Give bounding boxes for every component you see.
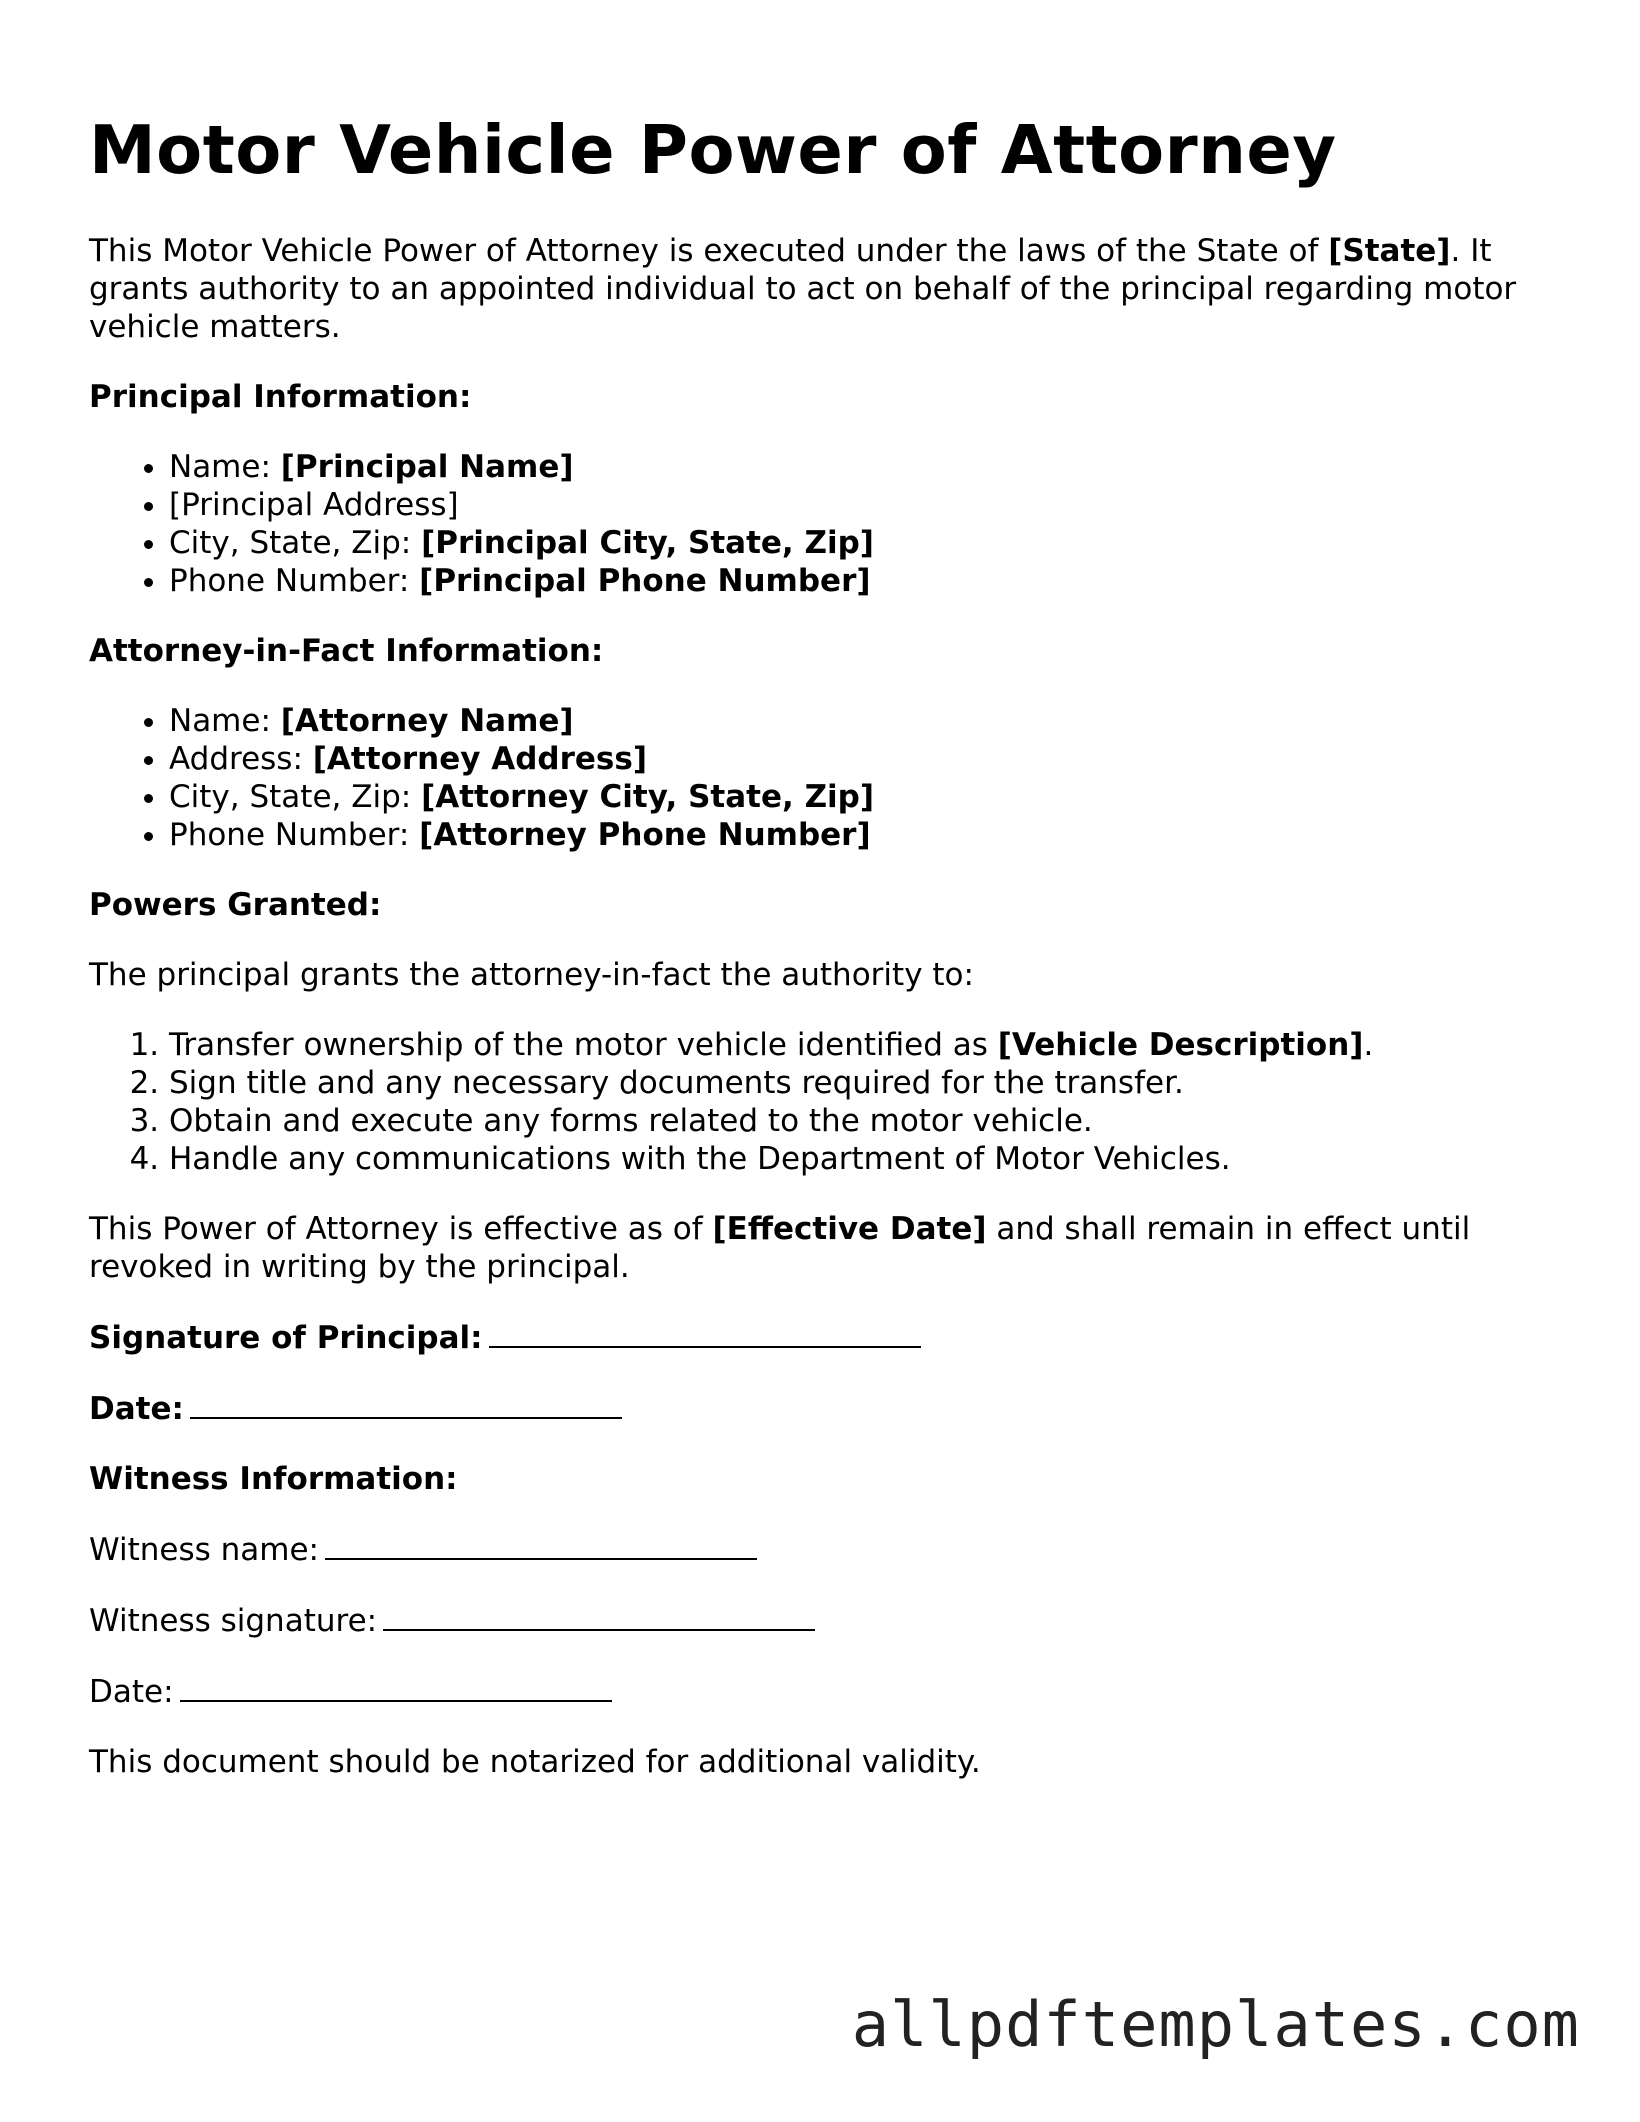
footer-watermark: allpdftemplates.com — [851, 1988, 1580, 2061]
power-item — [169, 1026, 1559, 1064]
notarize-note: This document should be notarized for additional validity. — [89, 1744, 981, 1780]
intro-text-before: This Motor Vehicle Power of Attorney is executed under the laws of the State of — [89, 233, 1329, 269]
effective-text-before: This Power of Attorney is effective as of — [89, 1211, 713, 1247]
attorney-phone-item — [169, 816, 1559, 854]
item-label: Phone Number: — [169, 563, 420, 599]
attorney-list — [89, 702, 1559, 854]
attorney-name-item — [169, 702, 1559, 740]
vehicle-description-placeholder: [Vehicle Description] — [997, 1027, 1364, 1063]
witness-date-field[interactable] — [180, 1672, 612, 1702]
intro-paragraph — [89, 232, 1559, 346]
principal-name-item — [169, 448, 1559, 486]
principal-phone-value: [Principal Phone Number] — [419, 563, 871, 599]
power-item — [169, 1064, 1559, 1102]
attorney-city-value: [Attorney City, State, Zip] — [421, 779, 875, 815]
item-label: [Principal Address] — [169, 487, 459, 523]
power-item — [169, 1102, 1559, 1140]
intro-text-after: . It grants authority to an appointed individual to act on behalf of the principal regarding motor vehicle matters. — [89, 233, 1517, 345]
principal-date-label: Date: — [89, 1391, 184, 1427]
principal-list — [89, 448, 1559, 600]
principal-signature-line — [89, 1318, 1559, 1357]
witness-name-label: Witness name: — [89, 1532, 319, 1568]
attorney-name-value: [Attorney Name] — [280, 703, 574, 739]
principal-phone-item — [169, 562, 1559, 600]
witness-name-field[interactable] — [325, 1530, 757, 1560]
attorney-phone-value: [Attorney Phone Number] — [419, 817, 871, 853]
principal-signature-field[interactable] — [489, 1318, 921, 1348]
document-title: Motor Vehicle Power of Attorney — [89, 111, 1337, 189]
powers-list — [89, 1026, 1559, 1178]
state-placeholder: [State] — [1328, 233, 1451, 269]
witness-signature-field[interactable] — [383, 1601, 815, 1631]
principal-heading: Principal Information: — [89, 379, 472, 415]
power-item — [169, 1140, 1559, 1178]
witness-date-label: Date: — [89, 1674, 174, 1710]
power-text: Transfer ownership of the motor vehicle identified as — [169, 1027, 998, 1063]
attorney-city-item — [169, 778, 1559, 816]
item-label: Name: — [169, 449, 281, 485]
item-label: Phone Number: — [169, 817, 420, 853]
principal-address-item — [169, 486, 1559, 524]
principal-city-value: [Principal City, State, Zip] — [421, 525, 874, 561]
principal-date-field[interactable] — [190, 1389, 622, 1419]
witness-signature-label: Witness signature: — [89, 1603, 378, 1639]
witness-signature-line — [89, 1601, 1559, 1640]
effective-paragraph — [89, 1210, 1559, 1286]
principal-date-line — [89, 1389, 1559, 1428]
witness-date-line — [89, 1672, 1559, 1711]
power-text: Obtain and execute any forms related to the motor vehicle. — [169, 1103, 1093, 1139]
powers-intro: The principal grants the attorney-in-fact the authority to: — [89, 957, 974, 993]
item-label: Address: — [169, 741, 313, 777]
witness-heading: Witness Information: — [89, 1461, 458, 1497]
power-text: Sign title and any necessary documents required for the transfer. — [169, 1065, 1184, 1101]
attorney-heading: Attorney-in-Fact Information: — [89, 633, 604, 669]
power-text: Handle any communications with the Department of Motor Vehicles. — [169, 1141, 1231, 1177]
principal-signature-label: Signature of Principal: — [89, 1320, 483, 1356]
attorney-address-value: [Attorney Address] — [312, 741, 647, 777]
powers-heading: Powers Granted: — [89, 887, 382, 923]
witness-name-line — [89, 1530, 1559, 1569]
document-page — [89, 110, 1559, 1813]
effective-text-after: and shall remain in effect until revoked in writing by the principal. — [89, 1211, 1471, 1285]
attorney-address-item — [169, 740, 1559, 778]
principal-city-item — [169, 524, 1559, 562]
principal-name-value: [Principal Name] — [280, 449, 574, 485]
item-label: City, State, Zip: — [169, 525, 422, 561]
item-label: City, State, Zip: — [169, 779, 422, 815]
item-label: Name: — [169, 703, 281, 739]
effective-date-placeholder: [Effective Date] — [712, 1211, 987, 1247]
power-text-after: . — [1363, 1027, 1374, 1063]
